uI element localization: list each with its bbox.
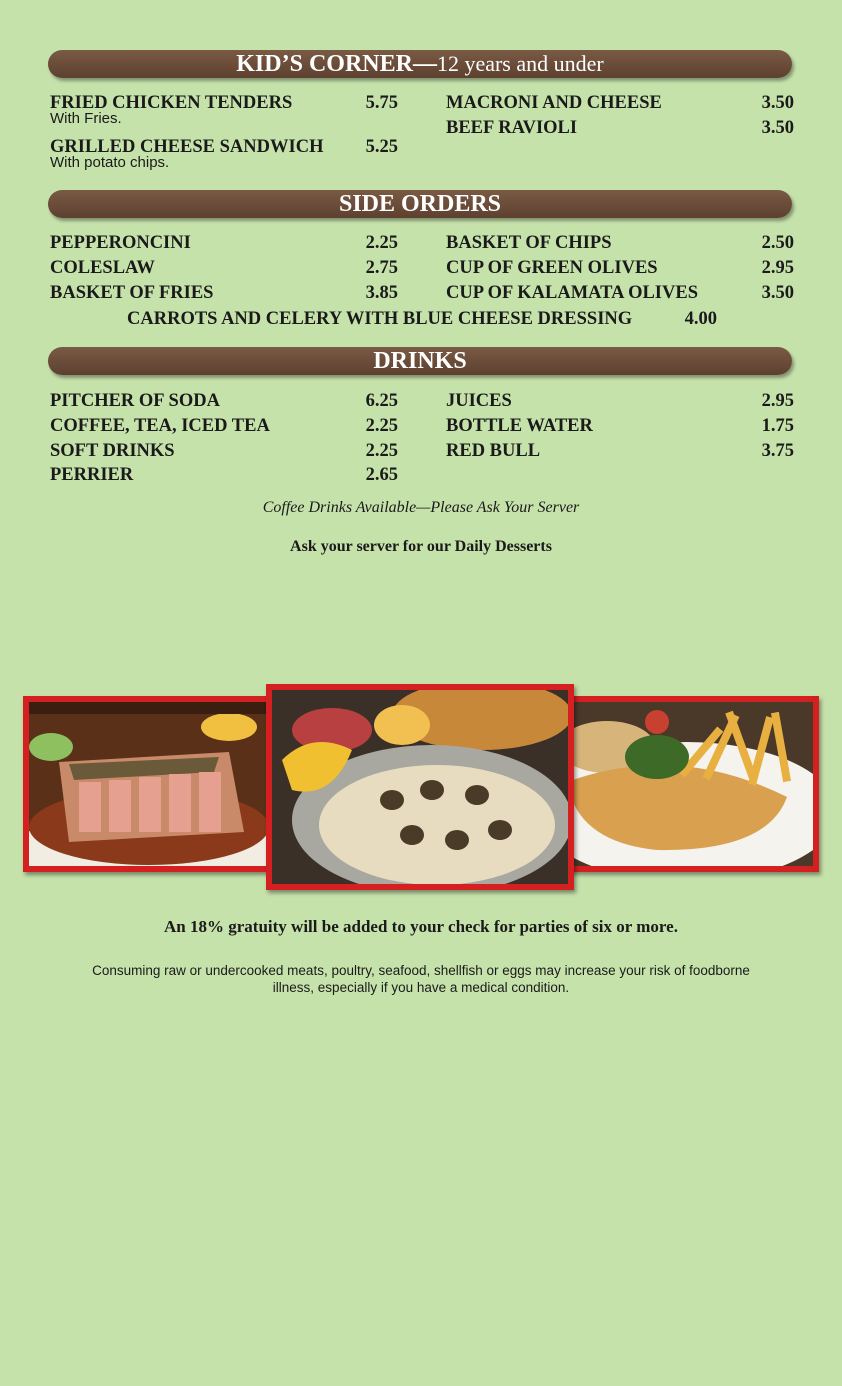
- item-name: PEPPERONCINI: [50, 233, 191, 253]
- item-price: 5.75: [365, 93, 398, 113]
- item-name: COFFEE, TEA, ICED TEA: [50, 415, 270, 436]
- menu-item: [446, 415, 794, 440]
- item-name: CUP OF GREEN OLIVES: [446, 257, 658, 278]
- menu-item: [50, 136, 398, 180]
- menu-item: [446, 440, 794, 465]
- menu-item: [50, 92, 398, 136]
- item-price: 3.50: [761, 117, 794, 138]
- fish-sandwich-photo: [541, 696, 819, 872]
- menu-item: [446, 117, 794, 142]
- menu-item: [446, 257, 794, 282]
- item-price: 6.25: [365, 391, 398, 411]
- item-price: 2.65: [365, 465, 398, 486]
- item-price: 2.50: [761, 233, 794, 253]
- item-name: GRILLED CHEESE SANDWICH: [50, 137, 324, 157]
- menu-item: [50, 282, 398, 307]
- item-price: 5.25: [365, 137, 398, 157]
- drinks-right-column: [446, 390, 794, 464]
- item-name: FRIED CHICKEN TENDERS: [50, 93, 293, 113]
- menu-item: [50, 440, 398, 465]
- item-name: COLESLAW: [50, 257, 155, 278]
- escargot-image: [272, 690, 568, 884]
- item-name: JUICES: [446, 391, 512, 411]
- kids-corner-banner: [48, 50, 792, 78]
- menu-item: [50, 257, 398, 282]
- drinks-left-column: [50, 390, 398, 489]
- kids-corner-title: KID’S CORNER—: [236, 51, 437, 77]
- item-price: 3.50: [761, 93, 794, 113]
- item-price: 2.95: [761, 391, 794, 411]
- item-name: BEEF RAVIOLI: [446, 117, 578, 138]
- item-name: BASKET OF FRIES: [50, 282, 214, 303]
- menu-item: [446, 390, 794, 415]
- item-price: 3.50: [761, 282, 794, 303]
- escargot-photo: [266, 684, 574, 890]
- item-description: With potato chips.: [50, 154, 170, 171]
- menu-item: [50, 415, 398, 440]
- sides-left-column: [50, 232, 398, 306]
- menu-item: [446, 232, 794, 257]
- kids-corner-subtitle: 12 years and under: [436, 51, 604, 76]
- desserts-note: Ask your server for our Daily Desserts: [290, 538, 552, 555]
- fish-sandwich-image: [547, 702, 813, 866]
- drinks-title: DRINKS: [373, 348, 467, 374]
- item-price: 3.75: [761, 440, 794, 461]
- item-price: 1.75: [761, 415, 794, 436]
- item-name: BOTTLE WATER: [446, 415, 593, 436]
- item-name: CUP OF KALAMATA OLIVES: [446, 282, 698, 303]
- drinks-banner: [48, 347, 792, 375]
- foodborne-warning-line1: Consuming raw or undercooked meats, poultry, seafood, shellfish or eggs may increase your risk of foodborne: [92, 963, 750, 978]
- item-price: 2.95: [761, 257, 794, 278]
- sides-right-column: [446, 232, 794, 306]
- seared-tuna-image: [29, 702, 271, 866]
- item-price: 2.75: [365, 257, 398, 278]
- item-price: 2.25: [365, 440, 398, 461]
- item-description: With Fries.: [50, 110, 122, 127]
- item-price: 4.00: [684, 309, 717, 329]
- kids-right-column: [446, 92, 794, 142]
- foodborne-warning-line2: illness, especially if you have a medical condition.: [272, 980, 570, 995]
- item-name: SOFT DRINKS: [50, 440, 175, 461]
- item-price: 2.25: [365, 415, 398, 436]
- side-orders-title: SIDE ORDERS: [338, 191, 502, 217]
- menu-item: [50, 464, 398, 489]
- item-name: RED BULL: [446, 440, 541, 461]
- coffee-note: Coffee Drinks Available—Please Ask Your Server: [262, 499, 580, 516]
- item-name: PERRIER: [50, 465, 134, 486]
- menu-item: [50, 390, 398, 415]
- gratuity-note: An 18% gratuity will be added to your check for parties of six or more.: [164, 917, 678, 936]
- seared-tuna-photo: [23, 696, 277, 872]
- item-name: PITCHER OF SODA: [50, 391, 220, 411]
- menu-item: [446, 282, 794, 307]
- side-orders-banner: [48, 190, 792, 218]
- menu-item: [446, 92, 794, 117]
- item-name: CARROTS AND CELERY WITH BLUE CHEESE DRESSING: [127, 309, 633, 329]
- item-name: BASKET OF CHIPS: [446, 233, 612, 253]
- item-price: 3.85: [365, 282, 398, 303]
- item-price: 2.25: [365, 233, 398, 253]
- menu-item: [50, 232, 398, 257]
- item-name: MACRONI AND CHEESE: [446, 93, 662, 113]
- kids-left-column: [50, 92, 398, 180]
- menu-item-centered: [127, 308, 717, 330]
